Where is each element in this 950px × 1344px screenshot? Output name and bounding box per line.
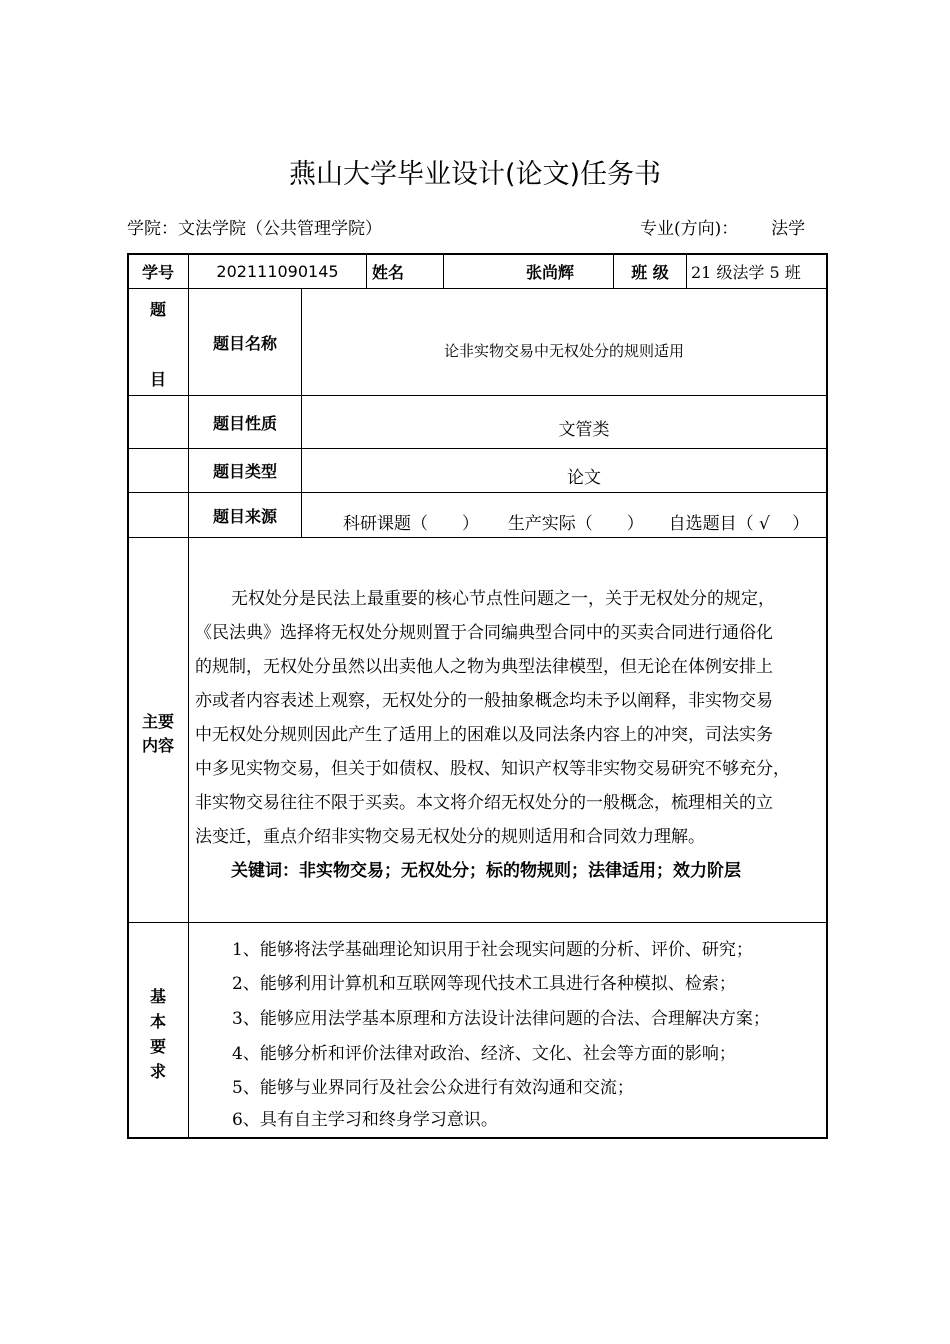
student-id-value: 202111090145 (216, 261, 339, 281)
requirement-item: 3、能够应用法学基本原理和方法设计法律问题的合法、合理解决方案； (232, 1009, 770, 1029)
source-option-production: 生产实际（ ） (507, 514, 644, 534)
major-row (640, 214, 805, 239)
topic-nature-label: 题目性质 (212, 413, 277, 433)
content-line: 中无权处分规则因此产生了适用上的困难以及同法条内容上的冲突，司法实务 (195, 725, 773, 745)
topic-type-label: 题目类型 (212, 462, 277, 481)
requirement-item: 6、具有自主学习和终身学习意识。 (232, 1110, 498, 1130)
requirement-item: 2、能够利用计算机和互联网等现代技术工具进行各种模拟、检索； (232, 974, 736, 994)
requirements-label-1: 基 (149, 986, 166, 1006)
class-label: 班 级 (631, 262, 669, 282)
requirement-item: 1、能够将法学基础理论知识用于社会现实问题的分析、评价、研究； (232, 940, 753, 960)
topic-nature-value: 文管类 (558, 419, 610, 440)
content-line: 中多见实物交易，但关于如债权、股权、知识产权等非实物交易研究不够充分， (195, 759, 790, 779)
requirements-label-3: 要 (149, 1036, 166, 1056)
content-label-1: 主要 (141, 711, 174, 731)
requirement-item: 5、能够与业界同行及社会公众进行有效沟通和交流； (232, 1078, 634, 1098)
college-row (127, 214, 382, 239)
topic-section-label-2: 目 (149, 369, 166, 389)
content-line: 亦或者内容表述上观察，无权处分的一般抽象概念均未予以阐释，非实物交易 (195, 691, 773, 711)
source-option-self-selected: 自选题目（ √ ） (668, 514, 810, 534)
topic-source-label: 题目来源 (212, 506, 277, 526)
requirements-label-2: 本 (149, 1011, 166, 1031)
topic-name-label: 题目名称 (212, 333, 277, 353)
content-line: 的规制，无权处分虽然以出卖他人之物为典型法律模型，但无论在体例安排上 (195, 657, 773, 677)
name-label: 姓名 (372, 262, 405, 282)
content-line: 《民法典》选择将无权处分规则置于合同编典型合同中的买卖合同进行通俗化 (195, 623, 773, 643)
class-value: 21 级法学 5 班 (691, 262, 801, 282)
document-title: 燕山大学毕业设计(论文)任务书 (288, 159, 662, 190)
topic-type-value: 论文 (567, 467, 601, 488)
major-label: 专业(方向)： (640, 219, 739, 239)
college-label: 学院： (127, 219, 178, 239)
source-option-research: 科研课题（ ） (343, 514, 479, 534)
student-id-label: 学号 (141, 262, 174, 282)
topic-section-label-1: 题 (149, 299, 166, 319)
major-value: 法学 (771, 219, 806, 239)
content-line: 非实物交易往往不限于买卖。本文将介绍无权处分的一般概念，梳理相关的立 (195, 793, 773, 813)
topic-name-value: 论非实物交易中无权处分的规则适用 (443, 341, 684, 360)
topic-source-options (343, 509, 809, 534)
keywords: 关键词：非实物交易；无权处分；标的物规则；法律适用；效力阶层 (231, 861, 741, 881)
requirement-item: 4、能够分析和评价法律对政治、经济、文化、社会等方面的影响； (232, 1044, 736, 1064)
content-label-2: 内容 (141, 735, 174, 755)
requirements-label-4: 求 (149, 1061, 166, 1081)
college-value: 文法学院（公共管理学院） (178, 219, 382, 239)
content-line: 法变迁，重点介绍非实物交易无权处分的规则适用和合同效力理解。 (195, 827, 705, 847)
name-value: 张尚辉 (525, 262, 574, 282)
content-body (195, 582, 825, 888)
content-line: 无权处分是民法上最重要的核心节点性问题之一，关于无权处分的规定， (231, 589, 775, 609)
